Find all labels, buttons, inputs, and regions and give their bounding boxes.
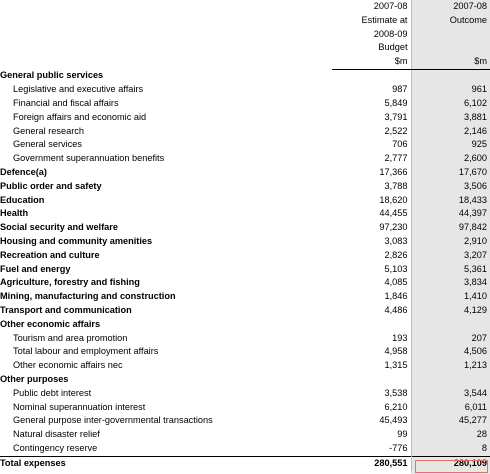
row-estimate: 2,777 — [332, 152, 411, 166]
row-label: Recreation and culture — [0, 249, 100, 260]
table-header — [0, 0, 490, 69]
table-row — [0, 304, 490, 318]
row-outcome: 1,213 — [464, 360, 487, 371]
row-label: Nominal superannuation interest — [13, 401, 146, 412]
table-row — [0, 401, 490, 415]
row-estimate: 4,085 — [332, 276, 411, 290]
table-row — [0, 221, 490, 235]
row-outcome — [411, 318, 490, 332]
row-estimate: 4,486 — [332, 304, 411, 318]
header-blank — [0, 14, 332, 28]
row-label: Education — [0, 194, 45, 205]
row-label: Mining, manufacturing and construction — [0, 291, 176, 302]
row-outcome: 97,842 — [458, 222, 487, 233]
row-outcome: 3,881 — [464, 111, 487, 122]
header-estimate: 2007-08 — [332, 0, 411, 14]
row-estimate: 18,620 — [332, 194, 411, 208]
header-row — [0, 14, 490, 28]
row-label: Agriculture, forestry and fishing — [0, 277, 140, 288]
row-label: Health — [0, 208, 29, 219]
table-row — [0, 83, 490, 97]
header-blank — [0, 55, 332, 69]
row-estimate: 99 — [332, 428, 411, 442]
header-row — [0, 41, 490, 55]
total-label: Total expenses — [0, 456, 332, 470]
row-estimate: 5,849 — [332, 97, 411, 111]
row-estimate: 706 — [332, 138, 411, 152]
row-outcome: 2,600 — [464, 153, 487, 164]
table-row — [0, 290, 490, 304]
row-estimate: 45,493 — [332, 414, 411, 428]
row-outcome: 17,670 — [458, 167, 487, 178]
header-estimate: Estimate at — [332, 14, 411, 28]
total-outcome-highlight — [415, 460, 488, 473]
row-estimate — [332, 373, 411, 387]
table-row — [0, 207, 490, 221]
row-outcome: 2,146 — [464, 125, 487, 136]
row-outcome: 18,433 — [458, 194, 487, 205]
row-label: Foreign affairs and economic aid — [13, 111, 147, 122]
header-row — [0, 0, 490, 14]
header-outcome — [411, 41, 490, 55]
row-label: Public debt interest — [13, 387, 92, 398]
table-row — [0, 152, 490, 166]
header-outcome: Outcome — [449, 14, 487, 25]
row-outcome — [411, 373, 490, 387]
table-row — [0, 387, 490, 401]
row-outcome: 961 — [471, 84, 487, 95]
row-estimate: 2,826 — [332, 249, 411, 263]
header-blank — [0, 28, 332, 42]
row-label: Public order and safety — [0, 180, 102, 191]
table-body — [0, 69, 490, 456]
row-outcome: 5,361 — [464, 263, 487, 274]
row-estimate: 3,083 — [332, 235, 411, 249]
table-row — [0, 318, 490, 332]
row-label: Housing and community amenities — [0, 236, 153, 247]
row-estimate: 17,366 — [332, 166, 411, 180]
row-estimate: 193 — [332, 332, 411, 346]
header-estimate: Budget — [332, 41, 411, 55]
row-outcome: 3,544 — [464, 387, 487, 398]
table-row — [0, 235, 490, 249]
row-outcome: 8 — [481, 443, 487, 453]
header-blank — [0, 0, 332, 14]
row-outcome: 45,277 — [458, 415, 487, 426]
table-row — [0, 332, 490, 346]
row-label: Tourism and area promotion — [13, 332, 128, 343]
table-row — [0, 414, 490, 428]
row-estimate: 3,788 — [332, 180, 411, 194]
row-estimate: 4,958 — [332, 345, 411, 359]
table-row — [0, 373, 490, 387]
table-row — [0, 276, 490, 290]
row-outcome: 925 — [471, 139, 487, 150]
row-outcome: 3,506 — [464, 180, 487, 191]
row-label: Fuel and energy — [0, 263, 71, 274]
table-row — [0, 125, 490, 139]
row-outcome: 4,506 — [464, 346, 487, 357]
row-label: Contingency reserve — [13, 443, 98, 453]
row-label: Other economic affairs nec — [13, 360, 123, 371]
row-label: Natural disaster relief — [13, 429, 100, 440]
total-estimate: 280,551 — [332, 456, 411, 470]
header-estimate: $m — [332, 55, 411, 69]
row-label: Financial and fiscal affairs — [13, 98, 119, 109]
table-row — [0, 428, 490, 442]
row-outcome: 4,129 — [464, 305, 487, 316]
row-label: Social security and welfare — [0, 222, 118, 233]
header-outcome — [411, 28, 490, 42]
row-outcome: 6,011 — [464, 401, 487, 412]
row-label: Other purposes — [0, 374, 69, 385]
table-row — [0, 138, 490, 152]
row-label: Government superannuation benefits — [13, 153, 165, 164]
row-outcome: 44,397 — [458, 208, 487, 219]
header-row — [0, 28, 490, 42]
row-estimate: 97,230 — [332, 221, 411, 235]
header-blank — [0, 41, 332, 55]
table-row — [0, 359, 490, 373]
table-row — [0, 249, 490, 263]
row-estimate: 1,846 — [332, 290, 411, 304]
row-outcome: 3,834 — [464, 277, 487, 288]
row-outcome — [411, 69, 490, 83]
table-row — [0, 180, 490, 194]
row-label: Defence(a) — [0, 167, 47, 178]
row-label: General purpose inter-governmental transactions — [13, 415, 213, 426]
row-outcome: 207 — [471, 332, 487, 343]
row-estimate: 3,791 — [332, 111, 411, 125]
row-estimate: 44,455 — [332, 207, 411, 221]
row-estimate: 987 — [332, 83, 411, 97]
row-label: Other economic affairs — [0, 318, 101, 329]
row-outcome: 3,207 — [464, 249, 487, 260]
table-row — [0, 166, 490, 180]
row-estimate: 2,522 — [332, 125, 411, 139]
row-estimate: -776 — [332, 442, 411, 456]
total-outcome: 280,109 — [411, 456, 490, 470]
row-label: Transport and communication — [0, 305, 132, 316]
row-estimate — [332, 318, 411, 332]
table-row — [0, 263, 490, 277]
row-estimate: 6,210 — [332, 401, 411, 415]
row-label: Legislative and executive affairs — [13, 84, 144, 95]
row-outcome: 2,910 — [464, 236, 487, 247]
row-outcome: 1,410 — [464, 291, 487, 302]
row-estimate — [332, 69, 411, 83]
row-outcome: 28 — [476, 429, 487, 440]
table-row — [0, 442, 490, 456]
row-estimate: 1,315 — [332, 359, 411, 373]
table-row — [0, 345, 490, 359]
row-label: General research — [13, 125, 84, 136]
table-row — [0, 194, 490, 208]
table-row — [0, 111, 490, 125]
row-label: General services — [13, 139, 82, 150]
header-estimate: 2008-09 — [332, 28, 411, 42]
row-label: General public services — [0, 70, 104, 81]
header-outcome: 2007-08 — [453, 1, 487, 11]
row-estimate: 3,538 — [332, 387, 411, 401]
header-outcome: $m — [411, 55, 490, 69]
row-estimate: 5,103 — [332, 263, 411, 277]
table-row — [0, 69, 490, 83]
table-row — [0, 97, 490, 111]
row-label: Total labour and employment affairs — [13, 346, 159, 357]
row-outcome: 6,102 — [464, 98, 487, 109]
header-row — [0, 55, 490, 69]
